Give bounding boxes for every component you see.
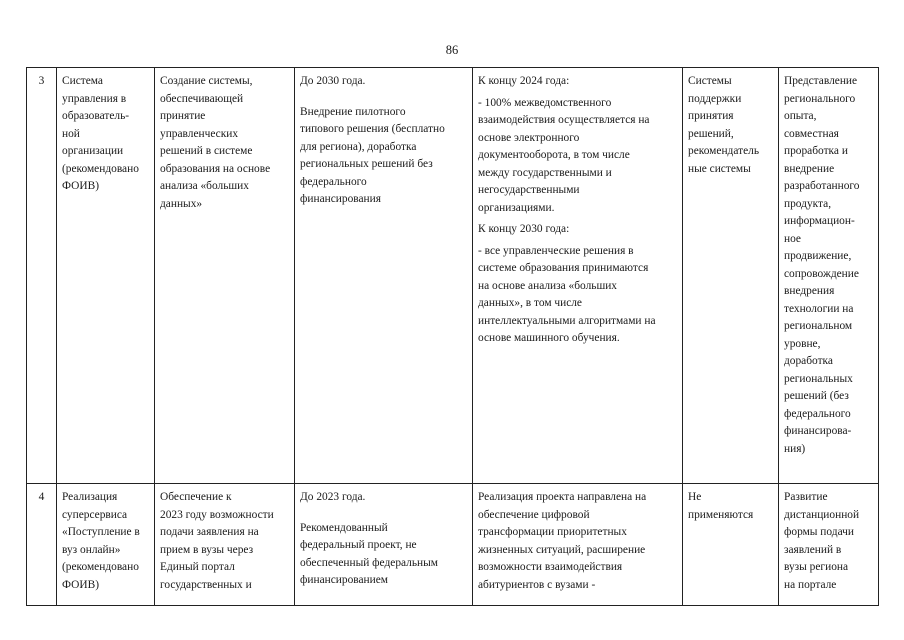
term-cell bbox=[295, 484, 473, 606]
term-description: Рекомендованный федеральный проект, не обеспеченный федеральным финансированием bbox=[300, 521, 438, 586]
result-item-2030: - все управленческие решения в системе образования принимаются на основе анализа «больших данных», в том числе интеллектуальными алгоритмами на основе машинного обучения. bbox=[478, 244, 656, 344]
system-name-cell: Система управления в образователь- ной организации (рекомендовано ФОИВ) bbox=[57, 68, 155, 484]
row-number: 3 bbox=[27, 68, 57, 484]
term-deadline: До 2023 года. bbox=[300, 491, 366, 503]
role-cell: Представление регионального опыта, совместная проработка и внедрение разработанного продукта, информацион- ное продвижение, сопровождение внедрения технологии на региональном уровне, доработка региональных решений (без федерального финансирова- ния) bbox=[779, 68, 879, 484]
role-cell: Развитие дистанционной формы подачи заявлений в вузы региона на портале bbox=[779, 484, 879, 606]
purpose-cell: Обеспечение к 2023 году возможности подачи заявления на прием в вузы через Единый портал государственных и bbox=[155, 484, 295, 606]
result-cell bbox=[473, 68, 683, 484]
row-number: 4 bbox=[27, 484, 57, 606]
term-deadline: До 2030 года. bbox=[300, 75, 366, 87]
result-text: Реализация проекта направлена на обеспечение цифровой трансформации приоритетных жизненных ситуаций, расширение возможности взаимодействия абитуриентов с вузами - bbox=[478, 491, 647, 591]
systems-cell: Не применяются bbox=[683, 484, 779, 606]
term-description: Внедрение пилотного типового решения (бесплатно для региона), доработка региональных решений без федерального финансирования bbox=[300, 105, 445, 205]
page-number: 86 bbox=[445, 43, 459, 57]
system-name-cell: Реализация суперсервиса «Поступление в вуз онлайн» (рекомендовано ФОИВ) bbox=[57, 484, 155, 606]
result-cell bbox=[473, 484, 683, 606]
result-heading-2030: К концу 2030 года: bbox=[478, 223, 570, 235]
purpose-cell: Создание системы, обеспечивающей принятие управленческих решений в системе образования на основе анализа «больших данных» bbox=[155, 68, 295, 484]
result-heading-2024: К концу 2024 года: bbox=[478, 75, 570, 87]
table-row bbox=[27, 68, 879, 484]
measures-table bbox=[26, 67, 879, 606]
table-row bbox=[27, 484, 879, 606]
result-item-2024: - 100% межведомственного взаимодействия осуществляется на основе электронного документооборота, в том числе между государственными и негосударственными организациями. bbox=[478, 96, 650, 214]
systems-cell: Системы поддержки принятия решений, рекомендатель ные системы bbox=[683, 68, 779, 484]
term-cell bbox=[295, 68, 473, 484]
